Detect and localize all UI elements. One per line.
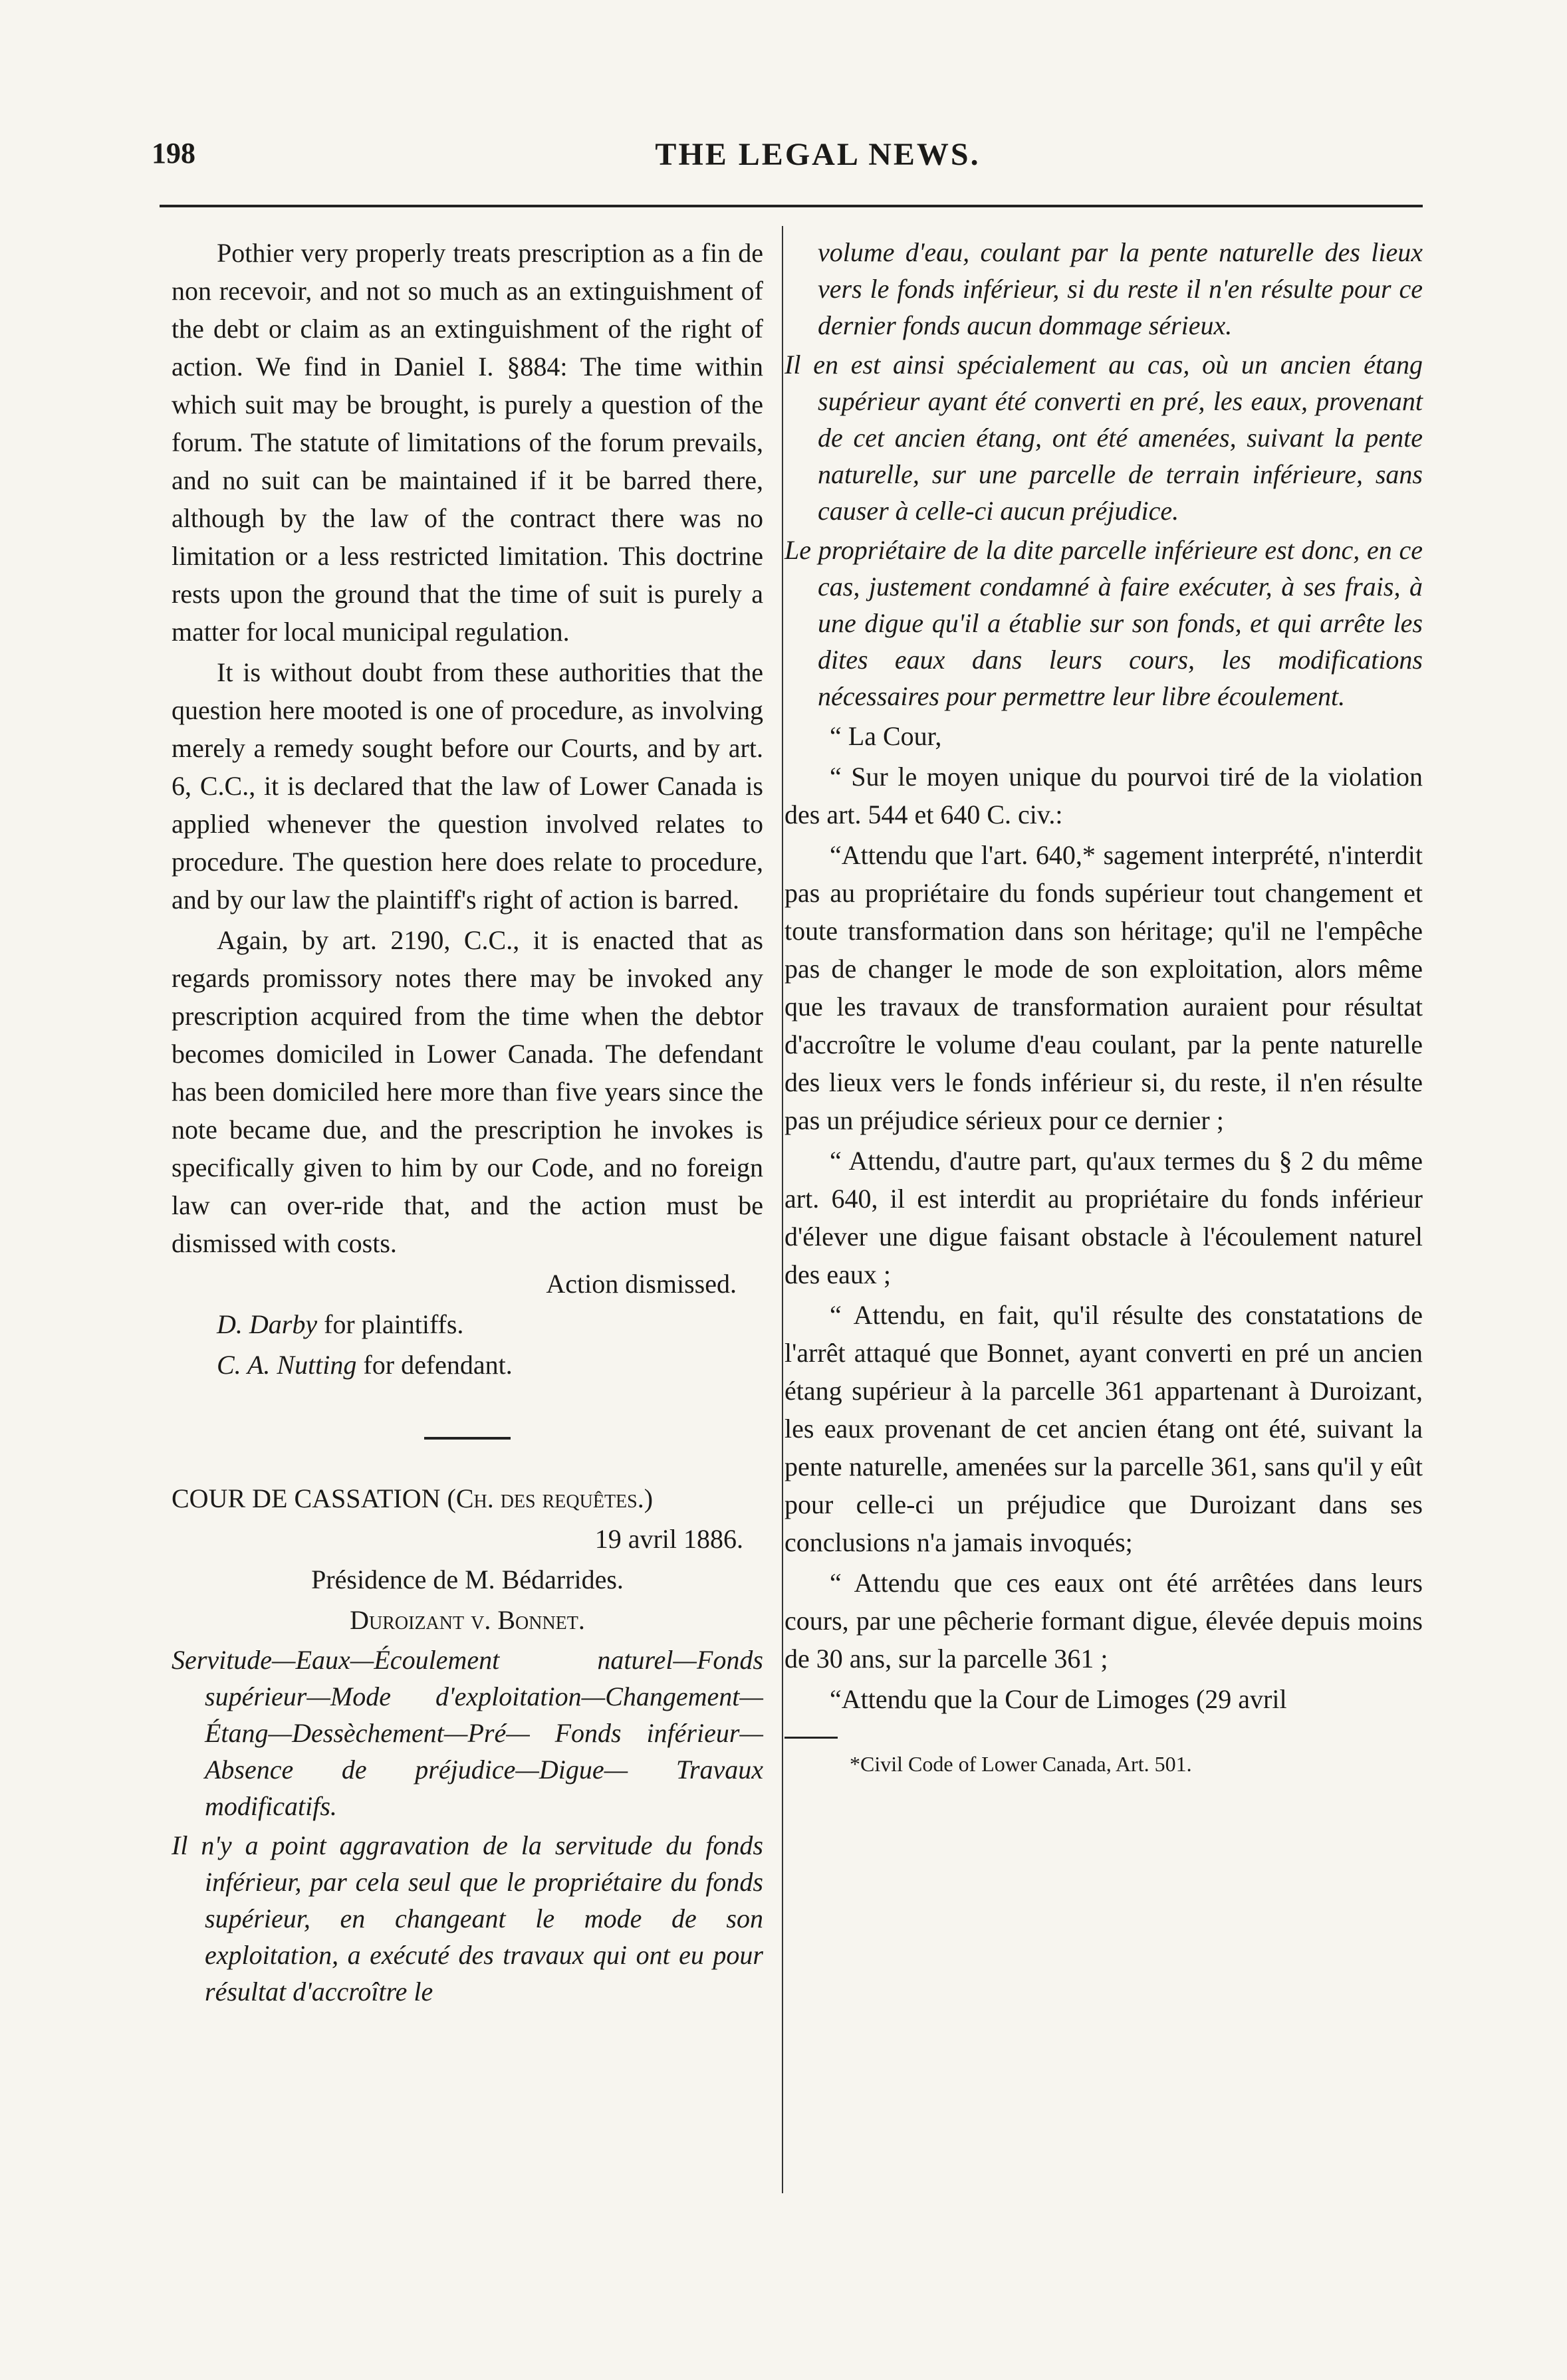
counsel-defendant	[172, 1346, 763, 1384]
counsel-2-role: for defendant.	[356, 1350, 513, 1380]
summary-first: Il n'y a point aggravation de la servitude du fonds inférieur, par cela seul que le propriétaire du fonds supérieur, en changeant le mode de son exploitation, a exécuté des travaux qui ont eu pour résultat d'accroître le	[172, 1830, 763, 2006]
counsel-2-name: C. A. Nutting	[217, 1350, 357, 1380]
summary-third: Le propriétaire de la dite parcelle inférieure est donc, en ce cas, justement condamné à faire exécuter, à ses frais, à une digue qu'il a établie sur son fonds, et qui arrête les dites eaux dans leurs cours, les modifications nécessaires pour permettre leur libre écoulement.	[784, 535, 1423, 711]
court-chamber: (Ch. des requêtes.)	[447, 1483, 654, 1513]
presidency: Présidence de M. Bédarrides.	[311, 1565, 624, 1594]
section-rule	[424, 1437, 511, 1440]
moyen-paragraph: “ Sur le moyen unique du pourvoi tiré de la violation des art. 544 et 640 C. civ.:	[784, 762, 1423, 829]
attendu-paragraph-4: “ Attendu que ces eaux ont été arrêtées dans leurs cours, par une pêcherie formant digue, élevée depuis moins de 30 ans, sur la parcelle 361 ;	[784, 1568, 1423, 1674]
right-column	[784, 234, 1423, 1780]
column-divider	[782, 226, 783, 2193]
court-heading	[172, 1479, 763, 1517]
court-title: COUR DE CASSATION	[172, 1483, 441, 1513]
footnote: *Civil Code of Lower Canada, Art. 501.	[850, 1752, 1192, 1776]
counsel-1-role: for plaintiffs.	[317, 1309, 464, 1339]
page-number: 198	[152, 137, 195, 169]
attendu-paragraph-3: “ Attendu, en fait, qu'il résulte des constatations de l'arrêt attaqué que Bonnet, ayant converti en pré un ancien étang supérieur à la parcelle 361 appartenant à Duroizant, les eaux provenant de cet ancien étang ont été, suivant la pente naturelle, amenées sur la parcelle 361, sans qu'il y eût pour celle-ci un préjudice que Duroizant dans ses conclusions n'a jamais invoqués;	[784, 1300, 1423, 1557]
running-title: THE LEGAL NEWS.	[655, 137, 981, 172]
counsel-1-name: D. Darby	[217, 1309, 318, 1339]
paragraph-pothier: Pothier very properly treats prescription as a fin de non recevoir, and not so much as an extinguishment of the debt or claim as an extinguishment of the right of action. We find in Daniel I. §884: The time within which suit may be brought, is purely a question of the forum. The statute of limitations of the forum prevails, and no suit can be maintained if it be barred there, although by the law of the contract there was no limitation or a less restricted limitation. This doctrine rests upon the ground that the time of suit is purely a matter for local municipal regulation.	[172, 238, 763, 647]
counsel-plaintiffs	[172, 1305, 763, 1343]
result-line: Action dismissed.	[546, 1269, 737, 1299]
attendu-paragraph-2: “ Attendu, d'autre part, qu'aux termes du § 2 du même art. 640, il est interdit au propriétaire du fonds inférieur d'élever une digue faisant obstacle à l'écoulement naturel des eaux ;	[784, 1146, 1423, 1289]
summary-second: Il en est ainsi spécialement au cas, où un ancien étang supérieur ayant été converti en pré, les eaux, provenant de cet ancien étang, ont été amenées, suivant la pente naturelle, sur une parcelle de terrain inférieure, sans causer à celle-ci aucun préjudice.	[784, 350, 1423, 526]
attendu-paragraph-1: “Attendu que l'art. 640,* sagement interprété, n'interdit pas au propriétaire du fonds supérieur tout changement et toute transformation dans son héritage; qu'il ne l'empêche pas de changer le mode de son exploitation, alors même que les travaux de transformation auraient pour résultat d'accroître le volume d'eau coulant, par la pente naturelle des lieux vers le fonds inférieur si, du reste, il n'en résulte pas un préjudice sérieux pour ce dernier ;	[784, 840, 1423, 1135]
footnote-rule	[784, 1737, 838, 1739]
case-name: Duroizant v. Bonnet.	[350, 1605, 585, 1635]
summary-first-continued: volume d'eau, coulant par la pente naturelle des lieux vers le fonds inférieur, si du reste il n'en résulte pour ce dernier fonds aucun dommage sérieux.	[818, 237, 1423, 340]
paragraph-procedure: It is without doubt from these authorities that the question here mooted is one of procedure, as involving merely a remedy sought before our Courts, and by art. 6, C.C., it is declared that the law of Lower Canada is applied whenever the question involved relates to procedure. The question here does relate to procedure, and by our law the plaintiff's right of action is barred.	[172, 657, 763, 915]
la-cour: “ La Cour,	[830, 721, 942, 751]
decision-date: 19 avril 1886.	[594, 1524, 743, 1554]
header-rule	[160, 205, 1423, 207]
left-column	[172, 234, 763, 2012]
paragraph-art-2190: Again, by art. 2190, C.C., it is enacted that as regards promissory notes there may be invoked any prescription acquired from the time when the debtor becomes domiciled in Lower Canada. The defendant has been domiciled here more than five years since the note became due, and the prescription he invokes is specifically given to him by our Code, and no foreign law can over-ride that, and the action must be dismissed with costs.	[172, 925, 763, 1258]
attendu-paragraph-5: “Attendu que la Cour de Limoges (29 avril	[830, 1684, 1287, 1714]
headnote: Servitude—Eaux—Écoulement naturel—Fonds supérieur—Mode d'exploitation—Changement—Étang—Dessèchement—Pré— Fonds inférieur—Absence de préjudice—Digue— Travaux modificatifs.	[172, 1645, 763, 1821]
